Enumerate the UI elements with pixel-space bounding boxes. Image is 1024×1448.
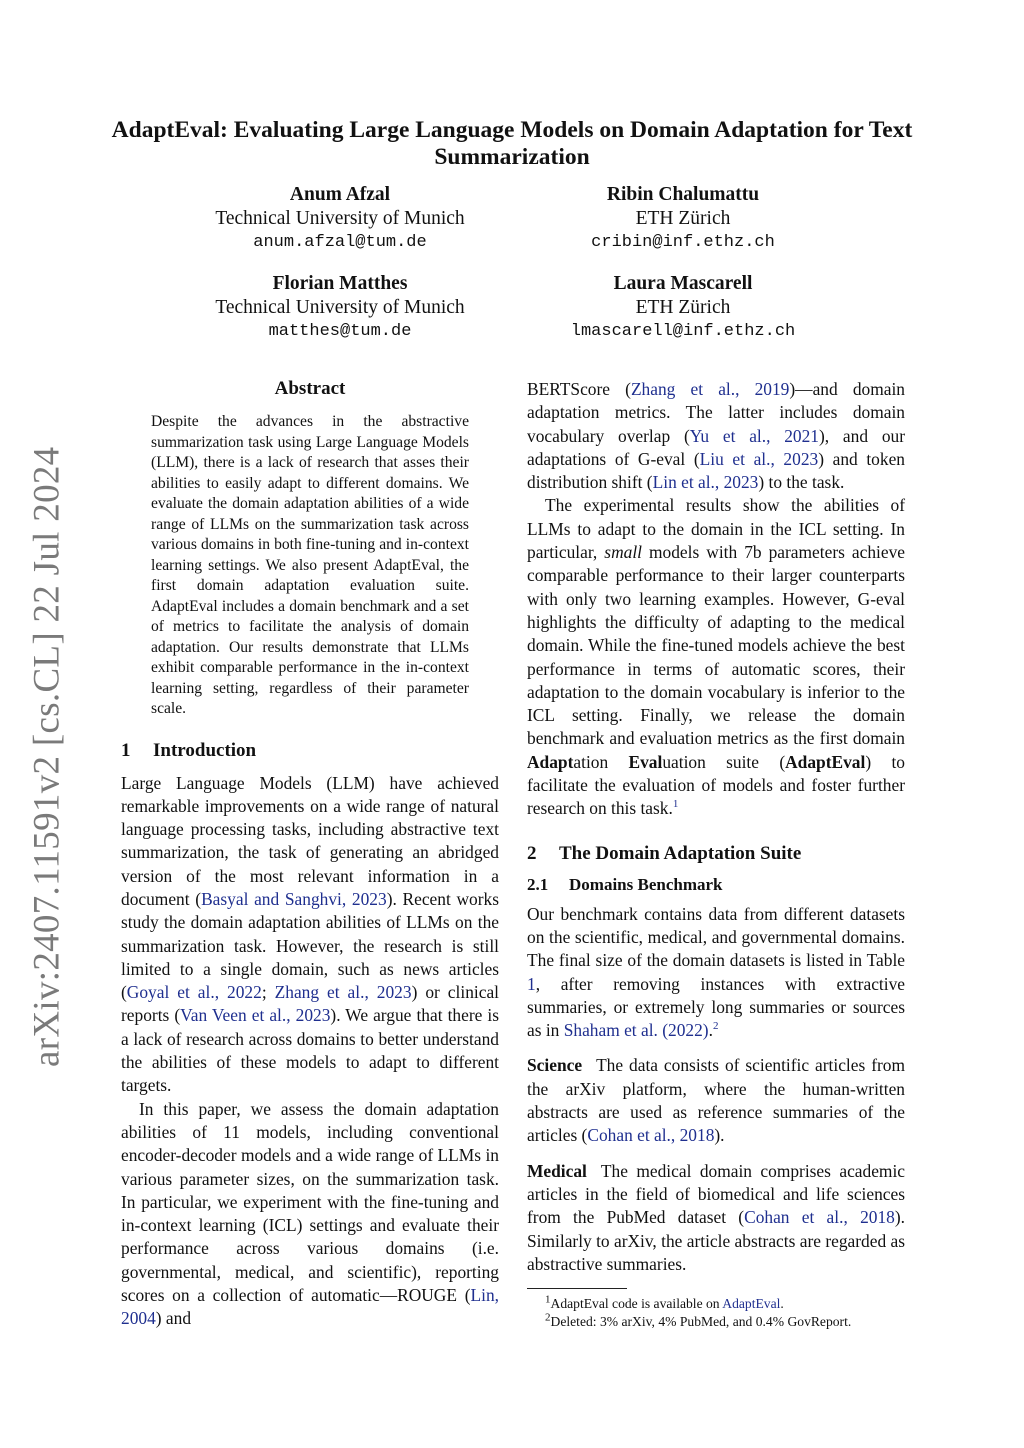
author-affiliation: Technical University of Munich — [215, 208, 465, 229]
benchmark-paragraph — [527, 903, 905, 1043]
citation-link[interactable]: Van Veen et al., 2023 — [180, 1005, 331, 1026]
text-span: ) to the task. — [758, 472, 845, 493]
author-block — [513, 183, 853, 255]
paragraph-heading: Science — [527, 1055, 583, 1076]
author-name: Laura Mascarell — [613, 273, 753, 294]
citation-link[interactable]: Cohan et al., 2018 — [744, 1207, 895, 1228]
author-block — [170, 183, 510, 255]
text-span: , after removing instances with extractive summaries, or extremely long summaries or sources as in — [527, 973, 905, 1041]
text-span: ) to facilitate the evaluation of models and foster further research on this task. — [527, 751, 905, 819]
author-affiliation: ETH Zürich — [635, 297, 731, 318]
footnote-number: 2 — [545, 1311, 551, 1324]
adapteval-link[interactable]: AdaptEval — [722, 1296, 781, 1312]
citation-link[interactable]: Zhang et al., 2019 — [630, 379, 790, 399]
section-number: 2 — [527, 842, 537, 864]
text-span: uation suite ( — [662, 751, 786, 772]
bold-text: AdaptEval — [785, 751, 866, 772]
left-column — [121, 378, 499, 1331]
intro-paragraph — [121, 772, 499, 1098]
bold-text: Eval — [628, 751, 663, 772]
footnote — [527, 1313, 905, 1331]
abstract-heading: Abstract — [274, 378, 346, 399]
text-span: ) or clinical reports ( — [121, 982, 499, 1026]
text-span: ). Recent works study the domain adaptation abilities of LLMs on the summarization task. However, the research is still limited to a single domain, such as news articles ( — [121, 888, 499, 1003]
citation-link[interactable]: Liu et al., 2023 — [699, 448, 819, 469]
author-name: Anum Afzal — [289, 184, 391, 205]
text-span: Large Language Models (LLM) have achieved remarkable improvements on a wide range of natural language processing tasks, including abstractive text summarization, the task of generating an abridged version of the most relevant information in a document ( — [121, 772, 499, 909]
text-span: ) and — [155, 1308, 192, 1329]
intro-paragraph — [527, 494, 905, 820]
text-span: ; — [261, 982, 275, 1003]
footnote-number: 1 — [545, 1293, 551, 1306]
author-email[interactable]: cribin@inf.ethz.ch — [591, 233, 775, 252]
medical-paragraph — [527, 1160, 905, 1276]
subsection-number: 2.1 — [527, 874, 549, 894]
text-span: ), and our adaptations of G-eval ( — [527, 425, 906, 469]
section-title: Introduction — [153, 739, 257, 761]
citation-link[interactable]: Yu et al., 2021 — [689, 425, 820, 446]
footnote — [527, 1295, 905, 1313]
text-span: ). Similarly to arXiv, the article abstracts are regarded as abstractive summaries. — [527, 1207, 905, 1274]
author-block — [513, 272, 853, 344]
citation-link[interactable]: Lin, 2004 — [121, 1285, 499, 1329]
author-email[interactable]: anum.afzal@tum.de — [253, 233, 427, 252]
citation-link[interactable]: Lin et al., 2023 — [652, 472, 759, 493]
citation-link[interactable]: Goyal et al., 2022 — [126, 982, 262, 1003]
table-ref-link[interactable]: 1 — [527, 973, 536, 994]
abstract-text: Despite the advances in the abstractive summarization task using Large Language Models (LLM), there is a lack of research that asses their abilities to easily adapt to different domains. We evaluate the domain adaptation abilities of a wide range of LLMs on the summarization task across various domains in both fine-tuning and in-context learning settings. We also present AdaptEval, the first domain adaptation evaluation suite. AdaptEval includes a domain benchmark and a set of metrics to facilitate the analysis of domain adaptation. Our results demonstrate that LLMs exhibit comparable performance in the in-context learning setting, regardless of their parameter scale. — [151, 413, 469, 717]
footnote-text: . — [780, 1296, 784, 1312]
text-span: )—and domain adaptation metrics. The latter includes domain vocabulary overlap ( — [527, 379, 905, 446]
footnote-marker[interactable]: 1 — [672, 798, 679, 811]
citation-link[interactable]: Cohan et al., 2018 — [587, 1125, 715, 1146]
author-email[interactable]: lmascarell@inf.ethz.ch — [570, 322, 796, 341]
text-span: models with 7b parameters achieve comparable performance to their larger counterparts with only two learning examples. However, G-eval highlights the difficulty of adapting to the medical domain. While the fine-tuned models achieve the best performance in terms of automatic scores, their adaptation to the domain vocabulary is inferior to the ICL setting. Finally, we release the domain benchmark and evaluation metrics as the first domain — [527, 542, 905, 749]
intro-paragraph — [121, 1098, 499, 1331]
section-number: 1 — [121, 739, 131, 761]
footnote-text: AdaptEval code is available on — [550, 1296, 723, 1312]
section-heading — [121, 740, 499, 762]
intro-paragraph-continued — [527, 378, 905, 494]
citation-link[interactable]: Zhang et al., 2023 — [274, 982, 412, 1003]
text-span: The data consists of scientific articles from the arXiv platform, where the human-written abstracts are used as reference summaries of the articles ( — [527, 1055, 905, 1146]
text-span: . — [708, 1020, 713, 1041]
citation-link[interactable]: Shaham et al. (2022) — [563, 1020, 709, 1041]
text-span: ). We argue that there is a lack of research across domains to better understand the abilities of these models to adapt to different targets. — [121, 1005, 499, 1096]
footnote-marker[interactable]: 2 — [712, 1020, 719, 1033]
text-span: ). — [714, 1125, 725, 1146]
emphasis-text: small — [604, 542, 642, 563]
text-span: BERTScore ( — [527, 379, 631, 399]
author-affiliation: ETH Zürich — [635, 208, 731, 229]
author-email[interactable]: matthes@tum.de — [268, 322, 412, 341]
bold-text: Adapt — [527, 751, 574, 772]
subsection-heading — [527, 875, 905, 895]
arxiv-identifier: arXiv:2407.11591v2 [cs.CL] 22 Jul 2024 — [26, 446, 68, 1068]
paper-title: AdaptEval: Evaluating Large Language Models on Domain Adaptation for Text Summarization — [111, 117, 913, 170]
author-block — [170, 272, 510, 344]
footnote-divider — [527, 1288, 627, 1289]
text-span: In this paper, we assess the domain adaptation abilities of 11 models, including conventional encoder-decoder models and a wide range of LLMs in various parameter sizes, on the summarization task. In particular, we experiment with the fine-tuning and in-context learning (ICL) settings and evaluate their performance across various domains (i.e. governmental, medical, and scientific), reporting scores on a collection of automatic—ROUGE ( — [121, 1098, 499, 1306]
author-affiliation: Technical University of Munich — [215, 297, 465, 318]
text-span: The medical domain comprises academic articles in the field of biomedical and life sciences from the PubMed dataset ( — [527, 1160, 905, 1228]
subsection-title: Domains Benchmark — [569, 874, 723, 894]
text-span: ation — [573, 751, 629, 772]
author-name: Ribin Chalumattu — [606, 184, 760, 205]
author-name: Florian Matthes — [272, 273, 408, 294]
section-heading — [527, 843, 905, 865]
footnote-text: Deleted: 3% arXiv, 4% PubMed, and 0.4% GovReport. — [550, 1314, 852, 1330]
citation-link[interactable]: Basyal and Sanghvi, 2023 — [201, 888, 387, 909]
paragraph-heading: Medical — [527, 1160, 587, 1181]
text-span: The experimental results show the abilities of LLMs to adapt to the domain in the ICL setting. In particular, — [527, 495, 905, 563]
right-column — [527, 378, 905, 1331]
section-title: The Domain Adaptation Suite — [559, 842, 802, 864]
science-paragraph — [527, 1054, 905, 1147]
text-span: ) and token distribution shift ( — [527, 448, 905, 493]
text-span: Our benchmark contains data from different datasets on the scientific, medical, and governmental domains. The final size of the domain datasets is listed in Table — [527, 903, 905, 971]
